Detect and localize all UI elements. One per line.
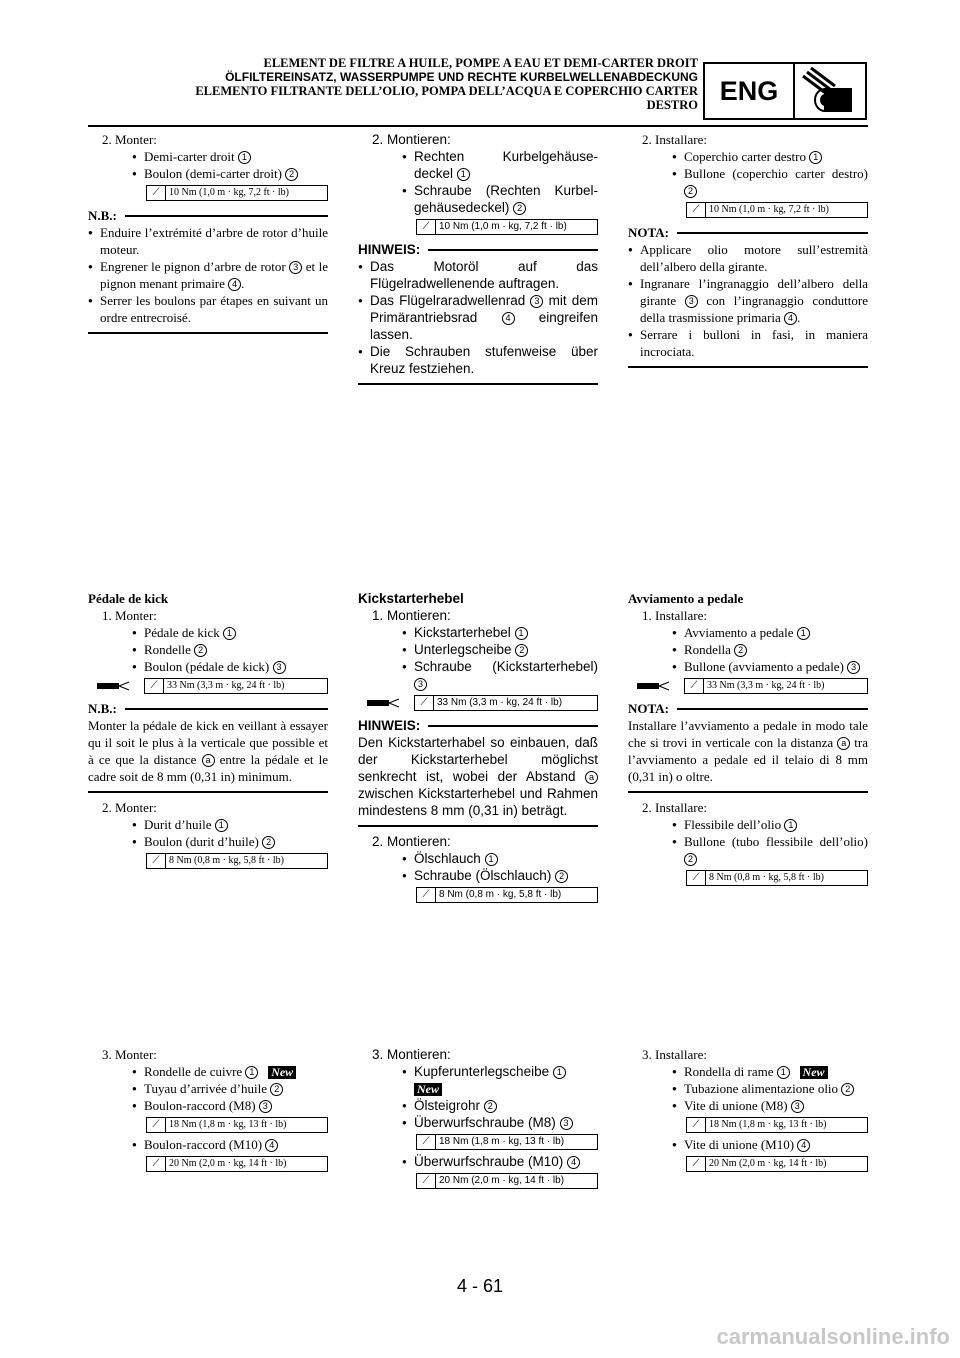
fr-step3-item3-text: Boulon-raccord (M8): [144, 1098, 256, 1113]
it-kick-note-text-b: tra l’avviamento a pedale ed il telaio di 8 mm (0,31 in) o oltre.: [628, 735, 868, 784]
it-step2-torque: [686, 202, 868, 218]
torque-wrench-icon: ⟋: [147, 186, 166, 200]
fr-kick-note: [88, 700, 328, 793]
callout-1: 1: [515, 627, 528, 640]
callout-2: 2: [285, 168, 298, 181]
it-step3-torque1: [686, 1117, 868, 1133]
it-kick2-torque: [686, 870, 868, 886]
torque-value: 33 Nm (3,3 m · kg, 24 ft · lb): [437, 697, 563, 708]
callout-4: 4: [797, 1139, 810, 1152]
torque-value: 18 Nm (1,8 m · kg, 13 ft · lb): [439, 1136, 565, 1147]
de-note-item2: [358, 292, 598, 343]
callout-2: 2: [515, 644, 528, 657]
fr-kick-note-text-b: entre la pédale et le cadre soit de 8 mm (0,31 in) minimum.: [88, 752, 328, 784]
note-rule: [677, 232, 868, 234]
torque-wrench-icon: ⟋: [417, 1174, 436, 1188]
it-kick-item3: [628, 658, 868, 675]
de-step3-heading: 3. Montieren:: [372, 1047, 451, 1062]
callout-3: 3: [289, 261, 302, 274]
callout-1: 1: [245, 1066, 258, 1079]
torque-wrench-icon: ⟋: [415, 696, 434, 710]
torque-value: 8 Nm (0,8 m · kg, 5,8 ft · lb): [439, 889, 562, 900]
fr-kick-title: Pédale de kick: [88, 591, 169, 606]
it-kick-torque: [684, 678, 868, 694]
de-kick-torque-row: [358, 695, 598, 711]
de-kick-note: [358, 717, 598, 827]
column-de-top: [358, 131, 598, 385]
de-step3-item4: [358, 1153, 598, 1170]
fr-kick-item2: [88, 641, 328, 658]
it-note-item2-text-a: Ingranare l’ingranaggio dell’albero della girante: [640, 276, 868, 308]
fr-kick-step2-heading: 2. Monter:: [102, 800, 157, 815]
note-label: NOTA:: [628, 225, 669, 240]
de-kick-item1: [358, 624, 598, 641]
de-step2-torque: [416, 219, 598, 235]
it-kick2-item1-text: Flessibile dell’olio: [684, 817, 782, 832]
de-kick-note-text-a: Den Kickstarterhabel so einbauen, daß der Kickstarterhebel möglichst senkrecht ist, wobei der Abstand: [358, 735, 598, 784]
watermark: carmanualsonline.info: [716, 1324, 950, 1349]
fr-kick2-item1-text: Durit d’huile: [144, 817, 212, 832]
callout-1: 1: [797, 627, 810, 640]
torque-value: 10 Nm (1,0 m · kg, 7,2 ft · lb): [439, 221, 567, 232]
fr-step3-item4: [88, 1136, 328, 1153]
new-part-badge: New: [268, 1066, 296, 1079]
fr-kick-torque-row: [88, 678, 328, 694]
torque-value: 18 Nm (1,8 m · kg, 13 ft · lb): [709, 1119, 827, 1130]
callout-3: 3: [791, 1100, 804, 1113]
de-step2-item2-text: Schraube (Rechten Kurbel-gehäusedeckel): [414, 183, 598, 215]
fr-step2-heading: 2. Monter:: [102, 132, 157, 147]
callout-3: 3: [273, 661, 286, 674]
callout-3: 3: [560, 1117, 573, 1130]
it-step3-item4: [628, 1136, 868, 1153]
callout-2: 2: [841, 1083, 854, 1096]
it-kick-note: [628, 700, 868, 793]
fr-kick-torque: [144, 678, 328, 694]
fr-kick-note-text: [88, 717, 328, 785]
de-step3-item1: [358, 1063, 598, 1097]
it-kick-note-text-a: Installare l’avviamento a pedale in modo tale che si trovi in verticale con la distanza: [628, 718, 868, 750]
engine-tool-icon: [795, 64, 865, 118]
it-note: [628, 224, 868, 368]
de-step3-item2: [358, 1097, 598, 1114]
de-step3-item1-text: Kupferunterlegscheibe: [414, 1064, 550, 1079]
torque-value: 33 Nm (3,3 m · kg, 24 ft · lb): [167, 680, 285, 691]
torque-wrench-icon: ⟋: [685, 679, 704, 693]
note-end-rule: [628, 366, 868, 368]
column-fr-top: [88, 131, 328, 334]
de-step3-item2-text: Ölsteigrohr: [414, 1098, 481, 1113]
fr-kick-item1: [88, 624, 328, 641]
de-kick-note-text-b: zwischen Kickstarterhebel und Rahmen mindestens 8 mm (0,31 in) beträgt.: [358, 786, 598, 818]
torque-wrench-icon: ⟋: [147, 1157, 166, 1171]
callout-1: 1: [223, 627, 236, 640]
header-rule: [88, 125, 868, 127]
eng-chapter-box: [703, 62, 867, 120]
torque-wrench-icon: ⟋: [147, 854, 166, 868]
callout-4: 4: [567, 1156, 580, 1169]
de-kick-item3-text: Schraube (Kickstarterhebel): [414, 659, 598, 674]
callout-3: 3: [685, 295, 698, 308]
section-header: [195, 56, 698, 112]
callout-1: 1: [777, 1066, 790, 1079]
fr-step3-torque1: [146, 1117, 328, 1133]
fr-kick2-item1: [88, 816, 328, 833]
note-rule: [428, 249, 598, 251]
it-step2-item1: [628, 148, 868, 165]
fr-note-item1: ● Enduire l’extrémité d’arbre de rotor d’huile moteur.: [88, 224, 328, 258]
header-title-de: ÖLFILTEREINSATZ, WASSERPUMPE UND RECHTE KURBELWELLENABDECKUNG: [225, 70, 698, 84]
fr-kick2-item2-text: Boulon (durit d’huile): [144, 834, 259, 849]
callout-1: 1: [457, 168, 470, 181]
de-step3-torque2: [416, 1173, 598, 1189]
column-it-kick: [628, 590, 868, 889]
note-rule: [125, 708, 328, 710]
de-step3-item3: [358, 1114, 598, 1131]
torque-wrench-icon: ⟋: [417, 1135, 436, 1149]
torque-value: 33 Nm (3,3 m · kg, 24 ft · lb): [707, 680, 825, 691]
callout-2: 2: [684, 185, 697, 198]
fr-kick-step1-heading: 1. Monter:: [102, 608, 157, 623]
it-note-title: [628, 224, 868, 241]
de-step3-item3-text: Überwurfschraube (M8): [414, 1115, 556, 1130]
it-kick2-item2-text: Bullone (tubo flessibile dell’olio): [684, 834, 868, 849]
fr-step2-item1-text: Demi-carter droit: [144, 149, 235, 164]
column-de-kick: [358, 590, 598, 906]
torque-wrench-icon: ⟋: [145, 679, 164, 693]
fr-kick-item3: [88, 658, 328, 675]
torque-wrench-icon: ⟋: [417, 220, 436, 234]
it-kick-title: Avviamento a pedale: [628, 591, 744, 606]
callout-1: 1: [485, 853, 498, 866]
de-kick-title: Kickstarterhebel: [358, 591, 464, 606]
torque-value: 10 Nm (1,0 m · kg, 7,2 ft · lb): [169, 187, 289, 198]
de-step2-item2: [358, 182, 598, 216]
note-end-rule: [88, 332, 328, 334]
fr-step2-item1: [88, 148, 328, 165]
callout-3: 3: [259, 1100, 272, 1113]
fr-step3-item1: [88, 1063, 328, 1080]
header-title-fr: ELEMENT DE FILTRE A HUILE, POMPE A EAU ET DEMI-CARTER DROIT: [263, 56, 698, 70]
eng-label: ENG: [705, 64, 795, 118]
de-note-item2-text-c: eingreifen lassen.: [370, 310, 598, 342]
callout-a: a: [585, 771, 598, 784]
note-rule: [125, 215, 328, 217]
de-note: [358, 241, 598, 385]
note-label: NOTA:: [628, 701, 669, 716]
note-rule: [428, 725, 598, 727]
callout-3: 3: [530, 295, 543, 308]
page-number: 4 - 61: [456, 1276, 504, 1296]
locking-agent-icon: [88, 681, 130, 691]
fr-step3-item2-text: Tuyau d’arrivée d’huile: [144, 1081, 267, 1096]
it-kick-item1: [628, 624, 868, 641]
callout-1: 1: [238, 151, 251, 164]
it-kick-item3-text: Bullone (avviamento a pedale): [684, 659, 844, 674]
it-kick-item2-text: Rondella: [684, 642, 731, 657]
fr-step3-item1-text: Rondelle de cuivre: [144, 1064, 243, 1079]
callout-1: 1: [553, 1066, 566, 1079]
de-step2-item1: [358, 148, 598, 182]
torque-wrench-icon: ⟋: [687, 1157, 706, 1171]
it-step3-item1: [628, 1063, 868, 1080]
de-note-item2-text-b: mit dem Primärantriebsrad: [370, 293, 598, 325]
torque-wrench-icon: ⟋: [687, 1118, 706, 1132]
de-kick2-torque: [416, 887, 598, 903]
torque-value: 18 Nm (1,8 m · kg, 13 ft · lb): [169, 1119, 287, 1130]
header-title-it: ELEMENTO FILTRANTE DELL’OLIO, POMPA DELL’ACQUA E COPERCHIO CARTER: [195, 84, 698, 98]
callout-2: 2: [270, 1083, 283, 1096]
callout-2: 2: [734, 644, 747, 657]
it-note-item3: ● Serrare i bulloni in fasi, in maniera incrociata.: [628, 326, 868, 360]
torque-value: 20 Nm (2,0 m · kg, 14 ft · lb): [439, 1175, 565, 1186]
de-kick-step2-heading: 2. Montieren:: [372, 834, 451, 849]
new-part-badge: New: [800, 1066, 828, 1079]
fr-step2-torque: [146, 185, 328, 201]
it-step3-item3-text: Vite di unione (M8): [684, 1098, 788, 1113]
it-kick-item1-text: Avviamento a pedale: [684, 625, 794, 640]
de-kick-item2-text: Unterlegscheibe: [414, 642, 512, 657]
de-kick2-item1: [358, 850, 598, 867]
it-step3-item1-text: Rondella di rame: [684, 1064, 774, 1079]
it-step3-heading: 3. Installare:: [642, 1047, 707, 1062]
it-step3-item3: [628, 1097, 868, 1114]
torque-value: 20 Nm (2,0 m · kg, 14 ft · lb): [709, 1158, 827, 1169]
torque-value: 8 Nm (0,8 m · kg, 5,8 ft · lb): [169, 855, 284, 866]
it-step3-item2-text: Tubazione alimentazione olio: [684, 1081, 839, 1096]
de-kick-item2: [358, 641, 598, 658]
de-step3-item4-text: Überwurfschraube (M10): [414, 1154, 564, 1169]
de-kick2-item2: [358, 867, 598, 884]
fr-kick-item3-text: Boulon (pédale de kick): [144, 659, 270, 674]
it-kick-item2: [628, 641, 868, 658]
note-label: N.B.:: [88, 208, 117, 223]
it-step3-torque2: [686, 1156, 868, 1172]
fr-step2-item2-text: Boulon (demi-carter droit): [144, 166, 282, 181]
column-it-top: [628, 131, 868, 368]
note-end-rule: [358, 383, 598, 385]
column-de-step3: [358, 1046, 598, 1192]
locking-agent-icon: [628, 681, 670, 691]
callout-1: 1: [215, 819, 228, 832]
callout-3: 3: [847, 661, 860, 674]
it-step3-item2: [628, 1080, 868, 1097]
callout-4: 4: [502, 312, 515, 325]
callout-1: 1: [784, 819, 797, 832]
header-title-it-cont: DESTRO: [646, 98, 698, 112]
fr-kick2-torque: [146, 853, 328, 869]
it-note-item2-text-b: con l’ingranaggio conduttore della trasmissione primaria: [640, 293, 868, 325]
it-kick-torque-row: [628, 678, 868, 694]
fr-step3-item3: [88, 1097, 328, 1114]
de-note-item3: ● Die Schrauben stufenweise über Kreuz festziehen.: [358, 343, 598, 377]
de-kick-note-text: [358, 734, 598, 819]
de-step2-heading: 2. Montieren:: [372, 132, 451, 147]
callout-4: 4: [228, 278, 241, 291]
torque-value: 10 Nm (1,0 m · kg, 7,2 ft · lb): [709, 204, 829, 215]
fr-step3-heading: 3. Monter:: [102, 1047, 157, 1062]
fr-kick2-item2: [88, 833, 328, 850]
it-note-item1: ● Applicare olio motore sull’estremità dell’albero della girante.: [628, 241, 868, 275]
de-note-item2-text-a: Das Flügelraradwellenrad: [370, 293, 526, 308]
note-label: N.B.:: [88, 701, 117, 716]
column-fr-step3: [88, 1046, 328, 1175]
fr-note-item3: ● Serrer les boulons par étapes en suivant un ordre entrecroisé.: [88, 292, 328, 326]
it-kick-note-title: [628, 700, 868, 717]
fr-step3-torque2: [146, 1156, 328, 1172]
de-kick2-item1-text: Ölschlauch: [414, 851, 481, 866]
fr-note: [88, 207, 328, 334]
callout-4: 4: [265, 1139, 278, 1152]
fr-note-item2-text-a: Engrener le pignon d’arbre de rotor: [100, 259, 286, 274]
torque-wrench-icon: ⟋: [417, 888, 436, 902]
de-step2-item1-text: Rechten Kurbelgehäuse-deckel: [414, 149, 598, 181]
fr-kick-item1-text: Pédale de kick: [144, 625, 220, 640]
note-label: HINWEIS:: [358, 718, 421, 733]
torque-wrench-icon: ⟋: [687, 203, 706, 217]
callout-2: 2: [513, 202, 526, 215]
fr-kick-note-text-a: Monter la pédale de kick en veillant à essayer qu il soit le plus à la verticale que possible et à ce que la distance: [88, 718, 328, 767]
de-note-title: [358, 241, 598, 258]
de-kick2-item2-text: Schraube (Ölschlauch): [414, 868, 552, 883]
callout-2: 2: [684, 853, 697, 866]
fr-kick-note-title: [88, 700, 328, 717]
fr-kick-item2-text: Rondelle: [144, 642, 191, 657]
callout-a: a: [837, 737, 850, 750]
de-note-item1: ● Das Motoröl auf das Flügelradwellenende auftragen.: [358, 258, 598, 292]
new-part-badge: New: [414, 1083, 442, 1096]
it-step2-item2-text: Bullone (coperchio carter destro): [684, 166, 868, 181]
de-kick-torque: [414, 695, 598, 711]
callout-2: 2: [555, 870, 568, 883]
fr-note-item2: ● Engrener le pignon d’arbre de rotor 3 et le pignon menant primaire 4 .: [88, 258, 328, 292]
callout-4: 4: [784, 312, 797, 325]
it-step2-item2: [628, 165, 868, 199]
de-step3-torque1: [416, 1134, 598, 1150]
it-step2-item1-text: Coperchio carter destro: [684, 149, 807, 164]
column-it-step3: [628, 1046, 868, 1175]
note-label: HINWEIS:: [358, 242, 421, 257]
it-kick-note-text: [628, 717, 868, 785]
it-kick2-item2: [628, 833, 868, 867]
de-kick-item1-text: Kickstarterhebel: [414, 625, 511, 640]
callout-1: 1: [809, 151, 822, 164]
de-kick-item3: [358, 658, 598, 692]
fr-step2-item2: [88, 165, 328, 182]
fr-step3-item2: [88, 1080, 328, 1097]
de-kick-note-title: [358, 717, 598, 734]
fr-note-item2-text-b: et le pignon menant primaire: [100, 259, 329, 291]
callout-3: 3: [414, 678, 427, 691]
torque-value: 8 Nm (0,8 m · kg, 5,8 ft · lb): [709, 872, 824, 883]
it-kick2-item1: [628, 816, 868, 833]
callout-a: a: [202, 754, 215, 767]
it-kick-step1-heading: 1. Installare:: [642, 608, 707, 623]
torque-wrench-icon: ⟋: [147, 1118, 166, 1132]
it-step3-item4-text: Vite di unione (M10): [684, 1137, 795, 1152]
fr-note-title: [88, 207, 328, 224]
column-fr-kick: [88, 590, 328, 872]
locking-agent-icon: [358, 698, 400, 708]
callout-2: 2: [484, 1100, 497, 1113]
fr-step3-item4-text: Boulon-raccord (M10): [144, 1137, 263, 1152]
de-kick-step1-heading: 1. Montieren:: [372, 608, 451, 623]
it-note-item2: ● Ingranare l’ingranaggio dell’albero della girante 3 con l’ingranaggio conduttore della trasmissione primaria 4 .: [628, 275, 868, 326]
torque-value: 20 Nm (2,0 m · kg, 14 ft · lb): [169, 1158, 287, 1169]
it-step2-heading: 2. Installare:: [642, 132, 707, 147]
it-kick-step2-heading: 2. Installare:: [642, 800, 707, 815]
callout-2: 2: [262, 836, 275, 849]
torque-wrench-icon: ⟋: [687, 871, 706, 885]
note-rule: [677, 708, 868, 710]
callout-2: 2: [194, 644, 207, 657]
